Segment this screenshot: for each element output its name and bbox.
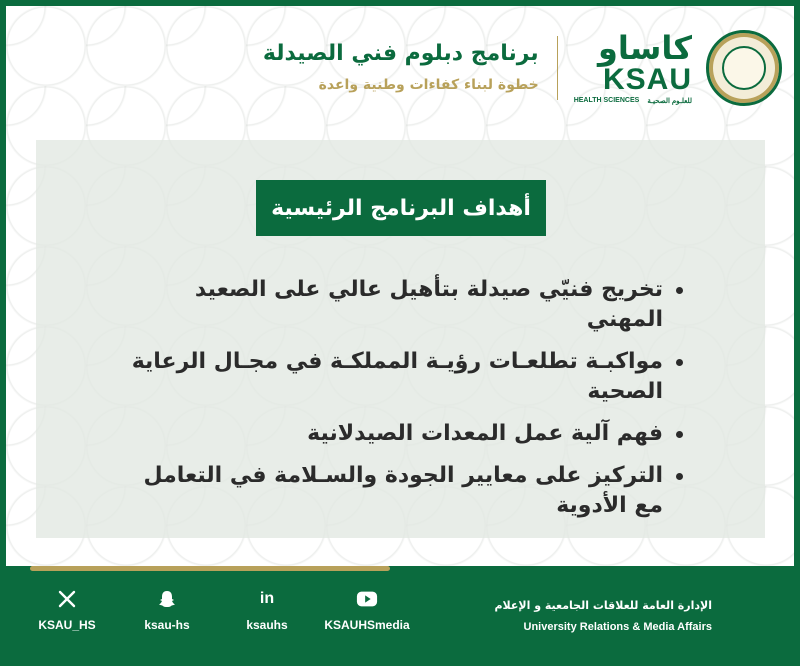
social-snapchat[interactable]: [128, 588, 206, 632]
brand-english: KSAU: [602, 63, 692, 96]
social-label: ksauhs: [246, 618, 288, 632]
objectives-panel: [36, 140, 765, 538]
objective-item: مواكبـة تطلعـات رؤيـة المملكـة في مجـال الرعاية الصحية: [125, 347, 685, 407]
department-english: University Relations & Media Affairs: [523, 621, 712, 633]
brand-arabic: كاساو: [598, 29, 692, 67]
brand-tag-arabic: للعلـوم الصحيـة: [647, 98, 692, 105]
social-label: KSAUHSmedia: [324, 618, 410, 632]
social-label: ksau-hs: [144, 618, 190, 632]
objectives-heading: أهداف البرنامج الرئيسية: [256, 180, 546, 236]
seal-emblem: [722, 46, 766, 90]
youtube-icon: [356, 588, 378, 610]
program-title: برنامج دبلوم فني الصيدلة: [262, 41, 539, 66]
department-arabic: الإدارة العامة للعلاقات الجامعية و الإعلام: [494, 599, 712, 612]
social-x[interactable]: [28, 588, 106, 632]
program-subtitle: خطوة لبناء كفاءات وطنية واعدة: [318, 77, 539, 93]
linkedin-icon: in: [259, 590, 275, 607]
social-label: KSAU_HS: [38, 618, 96, 632]
department-credit: [494, 596, 712, 636]
snapchat-icon: [156, 588, 178, 610]
social-youtube[interactable]: [324, 588, 410, 632]
university-seal-icon: [706, 30, 782, 106]
objectives-list: [125, 275, 685, 533]
footer-accent-bar: [30, 566, 390, 571]
social-linkedin[interactable]: [228, 588, 306, 632]
x-icon: [56, 588, 78, 610]
program-heading-block: [263, 39, 539, 97]
social-links: [28, 588, 410, 632]
objective-item: تخريج فنيّي صيدلة بتأهيل عالي على الصعيد المهني: [125, 275, 685, 335]
brand-tagline: [574, 97, 692, 105]
ksau-logo: [574, 31, 692, 105]
header-divider: [557, 36, 558, 100]
header: [263, 28, 782, 108]
brand-tag-english: HEALTH SCIENCES: [573, 97, 640, 104]
objective-item: التركيز على معايير الجودة والسـلامة في التعامل مع الأدوية: [125, 461, 685, 521]
objective-item: فهم آلية عمل المعدات الصيدلانية: [125, 419, 685, 449]
